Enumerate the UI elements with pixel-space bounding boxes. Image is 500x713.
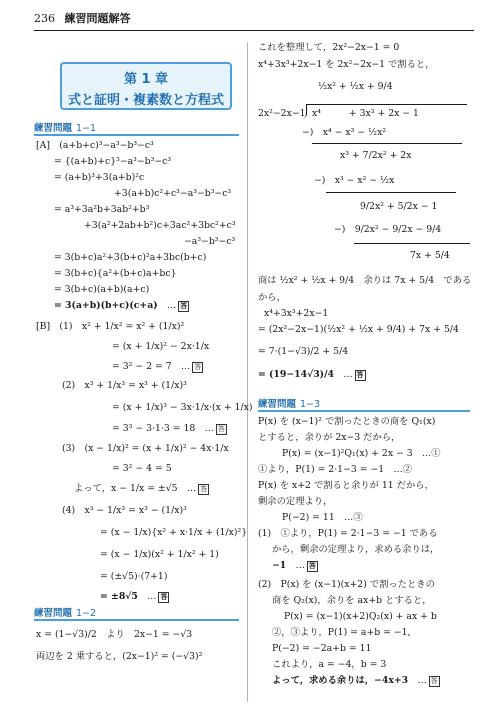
column-divider xyxy=(247,42,248,702)
math-text: = 3² − 2 = 7 xyxy=(112,361,172,372)
math-line: = (x + 1/x)² − 2x·1/x xyxy=(112,341,210,352)
chapter-title: 式と証明・複素数と方程式 xyxy=(67,93,224,108)
chapter-label: 第 1 章 xyxy=(123,72,169,87)
math-line: P(−2) = 11 …③ xyxy=(282,512,363,523)
math-line: 両辺を 2 乗すると，(2x−1)² = (−√3)² xyxy=(36,651,203,662)
text-line: とすると，余りが 2x−3 だから， xyxy=(258,432,401,443)
math-line: = (x + 1/x)³ − 3x·1/x·(x + 1/x) xyxy=(112,402,253,413)
math-line: P(−2) = −2a+b = 11 xyxy=(272,643,372,654)
text-line: (2) P(x) を (x−1)(x+2) で割ったときの xyxy=(258,579,435,590)
math-line: P(x) = (x−1)(x+2)Q₂(x) + ax + b xyxy=(284,611,437,622)
math-line: = 3(b+c){a²+(b+c)a+bc} xyxy=(54,268,177,279)
math-line: x⁴+3x³+2x−1 xyxy=(264,308,329,319)
math-line: = 3² − 4 = 5 xyxy=(112,463,172,474)
text-line: P(x) を (x−1)² で割ったときの商を Q₁(x) xyxy=(258,416,436,427)
section-label: 練習問題 xyxy=(258,399,297,410)
answer-mark: 答 xyxy=(160,593,168,601)
math-line: +3(a²+2ab+b²)c+3ac²+3bc²+c³ xyxy=(84,220,236,231)
math-line: = 7·(1−√3)/2 + 5/4 xyxy=(258,346,349,357)
answer-line: = (19−14√3)/4 … 答 xyxy=(258,369,364,380)
text-line: P(x) を x+2 で割ると余りが 11 だから， xyxy=(258,480,434,491)
division-rule xyxy=(326,192,456,193)
math-line: = {(a+b)+c}³−a³−b³−c³ xyxy=(54,156,172,167)
math-line: = (x − 1/x)(x² + 1/x² + 1) xyxy=(100,549,219,560)
section-label: 練習問題 xyxy=(34,123,73,134)
page-header xyxy=(34,10,131,26)
answer-mark: 答 xyxy=(217,425,225,433)
section-number: 1−3 xyxy=(300,399,321,410)
section-rule xyxy=(258,410,470,412)
section-heading-1-2 xyxy=(34,605,96,619)
division-step: −) 9/2x² − 9/2x − 9/4 xyxy=(334,224,442,235)
math-line: P(x) = (x−1)²Q₁(x) + 2x − 3 …① xyxy=(282,448,441,459)
answer-mark: 答 xyxy=(356,371,364,379)
math-line: = (2x²−2x−1)(½x² + ½x + 9/4) + 7x + 5/4 xyxy=(258,324,459,335)
answer-mark: 答 xyxy=(200,485,208,493)
answer-line: よって，求める余りは，−4x+3 … 答 xyxy=(272,675,438,686)
division-dividend: x⁴ + 3x³ + 2x − 1 xyxy=(312,108,419,119)
math-line: −a³−b³−c³ xyxy=(184,236,236,247)
math-line: +3(a+b)c²+c³−a³−b³−c³ xyxy=(114,188,232,199)
text-line: 剰余の定理より， xyxy=(258,496,333,507)
page-title: 練習問題解答 xyxy=(64,12,131,25)
division-step: x³ + 7/2x² + 2x xyxy=(340,150,412,161)
answer-mark: 答 xyxy=(194,363,202,371)
division-bar xyxy=(307,104,467,105)
answer-text: −1 xyxy=(272,560,287,571)
math-line: これを整理して，2x²−2x−1 = 0 xyxy=(258,42,400,53)
answer-mark: 答 xyxy=(308,562,316,570)
division-remainder: 7x + 5/4 xyxy=(410,250,450,261)
section-label: 練習問題 xyxy=(34,608,73,619)
answer-line: = 3³ − 3·1·3 = 18 … 答 xyxy=(112,423,225,434)
step-text: 9/2x² − 9/2x − 9/4 xyxy=(354,224,442,235)
answer-mark: 答 xyxy=(180,302,188,310)
math-line: = (a+b)³+3(a+b)²c xyxy=(54,172,145,183)
step-text: x³ − x² − ½x xyxy=(334,175,395,186)
division-step: −) x³ − x² − ½x xyxy=(314,175,395,186)
text-line: (1) ①より，P(1) = 2·1−3 = −1 である xyxy=(258,528,438,539)
division-divisor: 2x²−2x−1 xyxy=(258,108,306,119)
header-rule xyxy=(34,30,474,31)
answer-line: −1 … 答 xyxy=(272,560,316,571)
answer-text: = 3(a+b)(b+c)(c+a) xyxy=(54,300,158,311)
step-text: x⁴ − x³ − ½x² xyxy=(322,127,387,138)
math-text: よって，x − 1/x = ±√5 xyxy=(74,483,178,494)
answer-text: よって，求める余りは，−4x+3 xyxy=(272,675,409,686)
math-line: (2) x³ + 1/x³ = x³ + (1/x)³ xyxy=(62,380,187,391)
math-line: [B] (1) x² + 1/x² = x² + (1/x)² xyxy=(36,321,185,332)
section-heading-1-3 xyxy=(258,396,320,410)
math-line: (4) x³ − 1/x³ = x³ − (1/x)³ xyxy=(62,505,187,516)
division-bracket xyxy=(303,104,307,118)
math-line: [A] (a+b+c)³−a³−b³−c³ xyxy=(36,140,154,151)
math-line: から， xyxy=(258,292,286,303)
math-line: = 3(b+c)a²+3(b+c)²a+3bc(b+c) xyxy=(54,252,207,263)
math-line: ②，③より，P(1) = a+b = −1, xyxy=(272,627,411,638)
math-line: = (±√5)·(7+1) xyxy=(100,571,168,582)
text-line: から，剰余の定理より，求める余りは， xyxy=(272,544,440,555)
section-number: 1−1 xyxy=(76,123,97,134)
answer-line: = 3(a+b)(b+c)(c+a) … 答 xyxy=(54,300,188,311)
page-number: 236 xyxy=(34,12,55,25)
math-text: = 3³ − 3·1·3 = 18 xyxy=(112,423,196,434)
text-line: ①より，P(1) = 2·1−3 = −1 …② xyxy=(258,464,413,475)
division-quotient: ½x² + ½x + 9/4 xyxy=(318,81,393,92)
division-rule xyxy=(354,243,470,244)
section-rule xyxy=(34,619,239,621)
text-line: 商を Q₂(x)，余りを ax+b とすると， xyxy=(272,595,432,606)
chapter-title-box xyxy=(60,62,232,110)
section-number: 1−2 xyxy=(76,608,97,619)
math-line: x⁴+3x³+2x−1 を 2x²−2x−1 で割ると， xyxy=(258,59,435,70)
division-rule xyxy=(312,143,462,144)
division-step: 9/2x² + 5/2x − 1 xyxy=(360,201,438,212)
answer-line: = ±8√5 … 答 xyxy=(100,591,168,602)
math-line: = 3(b+c)(a+b)(a+c) xyxy=(54,284,150,295)
math-line: (3) (x − 1/x)² = (x + 1/x)² − 4x·1/x xyxy=(62,443,229,454)
math-line: これより，a = −4，b = 3 xyxy=(272,659,387,670)
section-rule xyxy=(34,134,239,136)
answer-line: = 3² − 2 = 7 … 答 xyxy=(112,361,202,372)
answer-text: = (19−14√3)/4 xyxy=(258,369,334,380)
answer-line: よって，x − 1/x = ±√5 … 答 xyxy=(74,483,208,494)
division-step: −) x⁴ − x³ − ½x² xyxy=(302,127,387,138)
math-line: = (x − 1/x){x² + x·1/x + (1/x)²} xyxy=(100,527,248,538)
answer-mark: 答 xyxy=(430,677,438,685)
math-line: x = (1−√3)/2 より 2x−1 = −√3 xyxy=(36,629,193,640)
math-line: 商は ½x² + ½x + 9/4 余りは 7x + 5/4 である xyxy=(258,275,472,286)
math-line: = a³+3a²b+3ab²+b³ xyxy=(54,204,150,215)
section-heading-1-1 xyxy=(34,120,96,134)
answer-text: = ±8√5 xyxy=(100,591,138,602)
